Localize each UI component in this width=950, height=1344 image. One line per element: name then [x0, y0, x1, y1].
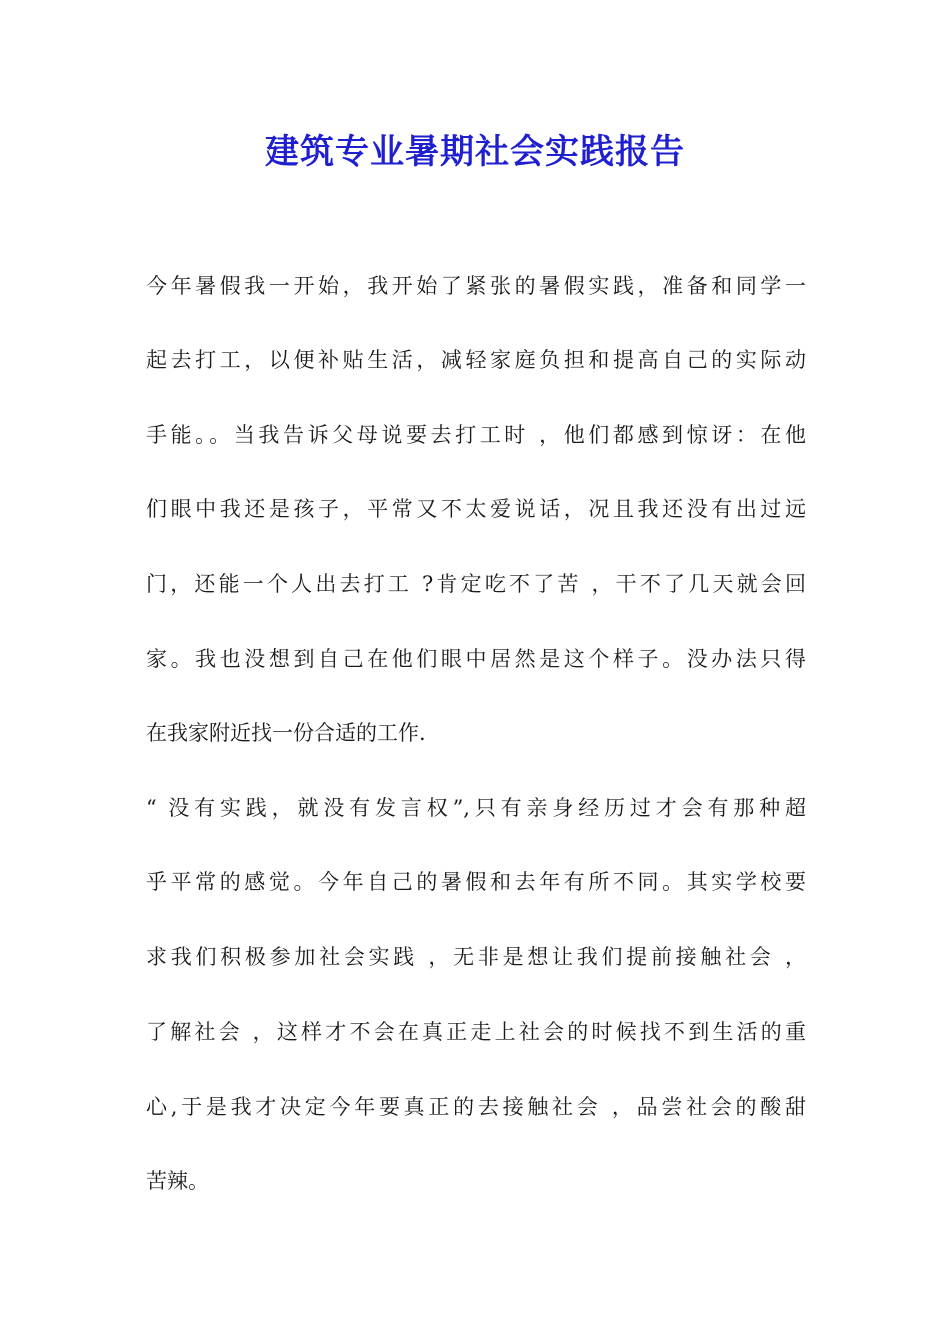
paragraph-1-line-5: 门，还能一个人出去打工 ?肯定吃不了苦 ，干不了几天就会回	[146, 572, 806, 596]
paragraph-1-line-6: 家。我也没想到自己在他们眼中居然是这个样子。没办法只得	[146, 647, 806, 671]
paragraph-1-line-3: 手能。。当我告诉父母说要去打工时 ，他们都感到惊讶：在他	[146, 423, 806, 447]
paragraph-2-line-2: 乎平常的感觉。今年自己的暑假和去年有所不同。其实学校要	[146, 870, 806, 894]
paragraph-2-line-3: 求我们积极参加社会实践 ，无非是想让我们提前接触社会 ，	[146, 945, 806, 969]
paragraph-1-line-2: 起去打工，以便补贴生活，减轻家庭负担和提高自己的实际动	[146, 348, 806, 372]
paragraph-1-line-7: 在我家附近找一份合适的工作.	[146, 721, 426, 745]
paragraph-1-line-4: 们眼中我还是孩子，平常又不太爱说话，况且我还没有出过远	[146, 497, 806, 521]
paragraph-2-line-1: “ 没有实践，就没有发言权”,只有亲身经历过才会有那种超	[146, 796, 806, 820]
paragraph-1-line-1: 今年暑假我一开始，我开始了紧张的暑假实践，准备和同学一	[146, 274, 806, 298]
paragraph-2-line-6: 苦辣。	[146, 1169, 209, 1193]
paragraph-2-line-5: 心,于是我才决定今年要真正的去接触社会 ，品尝社会的酸甜	[146, 1095, 806, 1119]
paragraph-2-line-4: 了解社会 ，这样才不会在真正走上社会的时候找不到生活的重	[146, 1020, 806, 1044]
document-title: 建筑专业暑期社会实践报告	[265, 132, 685, 172]
